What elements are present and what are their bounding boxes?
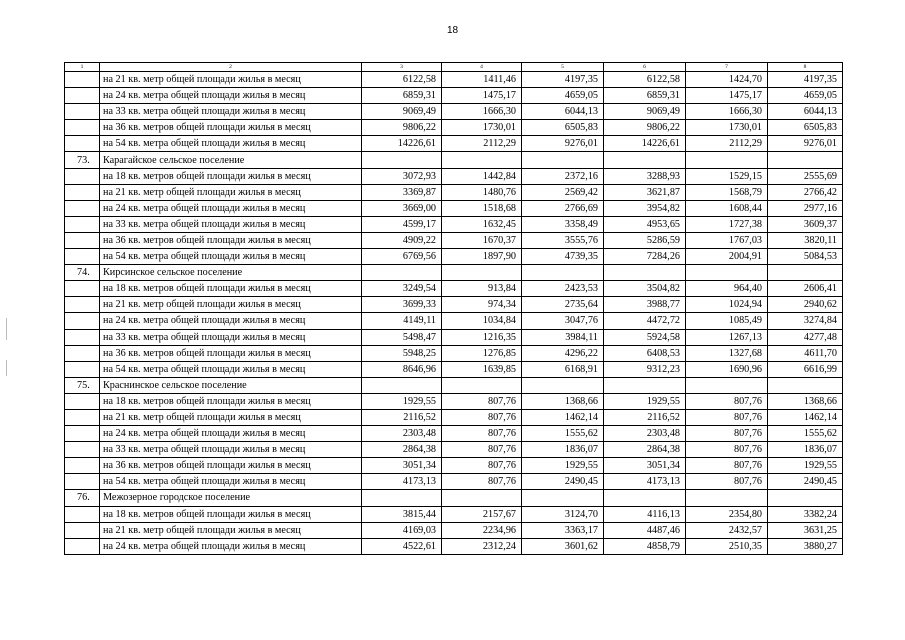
value-cell [442, 377, 522, 393]
table-row [65, 458, 843, 474]
value-cell: 4149,11 [362, 313, 442, 329]
value-cell: 4169,03 [362, 522, 442, 538]
value-cell: 3820,11 [768, 232, 843, 248]
value-cell: 3369,87 [362, 184, 442, 200]
value-cell: 6122,58 [604, 72, 686, 88]
table-row [65, 297, 843, 313]
value-cell [686, 490, 768, 506]
row-number-cell [65, 184, 100, 200]
value-cell: 7284,26 [604, 249, 686, 265]
value-cell: 6505,83 [522, 120, 604, 136]
value-cell: 6505,83 [768, 120, 843, 136]
value-cell: 1608,44 [686, 200, 768, 216]
row-number-cell [65, 216, 100, 232]
value-cell: 1929,55 [768, 458, 843, 474]
value-cell: 3880,27 [768, 538, 843, 554]
area-label-cell: на 18 кв. метров общей площади жилья в месяц [100, 393, 362, 409]
value-cell: 2606,41 [768, 281, 843, 297]
row-number-cell [65, 522, 100, 538]
value-cell: 3051,34 [362, 458, 442, 474]
value-cell: 3669,00 [362, 200, 442, 216]
value-cell: 3954,82 [604, 200, 686, 216]
value-cell: 807,76 [686, 442, 768, 458]
area-label-cell: на 54 кв. метра общей площади жилья в месяц [100, 361, 362, 377]
value-cell: 2940,62 [768, 297, 843, 313]
value-cell: 1632,45 [442, 216, 522, 232]
value-cell: 5948,25 [362, 345, 442, 361]
value-cell: 1475,17 [442, 88, 522, 104]
value-cell: 2766,69 [522, 200, 604, 216]
value-cell: 2423,53 [522, 281, 604, 297]
value-cell: 1666,30 [442, 104, 522, 120]
value-cell: 2569,42 [522, 184, 604, 200]
value-cell: 2303,48 [362, 426, 442, 442]
value-cell: 2234,96 [442, 522, 522, 538]
value-cell: 5084,53 [768, 249, 843, 265]
value-cell: 2116,52 [362, 409, 442, 425]
table-row [65, 249, 843, 265]
row-number-cell [65, 120, 100, 136]
value-cell: 3051,34 [604, 458, 686, 474]
area-label-cell: на 54 кв. метра общей площади жилья в месяц [100, 474, 362, 490]
value-cell [362, 377, 442, 393]
value-cell: 1085,49 [686, 313, 768, 329]
table-row [65, 538, 843, 554]
value-cell: 9806,22 [362, 120, 442, 136]
area-label-cell: на 18 кв. метров общей площади жилья в месяц [100, 168, 362, 184]
area-label-cell: на 21 кв. метр общей площади жилья в месяц [100, 522, 362, 538]
value-cell: 1666,30 [686, 104, 768, 120]
value-cell: 9069,49 [362, 104, 442, 120]
value-cell: 1730,01 [442, 120, 522, 136]
value-cell: 3249,54 [362, 281, 442, 297]
value-cell: 6122,58 [362, 72, 442, 88]
value-cell: 1411,46 [442, 72, 522, 88]
table-row [65, 184, 843, 200]
value-cell: 4659,05 [768, 88, 843, 104]
value-cell: 1639,85 [442, 361, 522, 377]
value-cell: 807,76 [442, 442, 522, 458]
value-cell [686, 152, 768, 168]
value-cell: 4296,22 [522, 345, 604, 361]
value-cell [522, 152, 604, 168]
table-row [65, 216, 843, 232]
value-cell: 964,40 [686, 281, 768, 297]
value-cell: 1216,35 [442, 329, 522, 345]
area-label-cell: на 24 кв. метра общей площади жилья в месяц [100, 313, 362, 329]
area-label-cell: на 36 кв. метров общей площади жилья в месяц [100, 345, 362, 361]
value-cell: 2864,38 [362, 442, 442, 458]
value-cell: 1267,13 [686, 329, 768, 345]
value-cell: 6769,56 [362, 249, 442, 265]
value-cell: 9276,01 [522, 136, 604, 152]
value-cell: 3621,87 [604, 184, 686, 200]
table-row [65, 506, 843, 522]
row-number-cell [65, 249, 100, 265]
value-cell: 9276,01 [768, 136, 843, 152]
value-cell [442, 490, 522, 506]
area-label-cell: на 21 кв. метр общей площади жилья в месяц [100, 409, 362, 425]
value-cell: 3815,44 [362, 506, 442, 522]
value-cell: 1480,76 [442, 184, 522, 200]
area-label-cell: на 36 кв. метров общей площади жилья в месяц [100, 120, 362, 136]
section-row [65, 490, 843, 506]
value-cell: 1670,37 [442, 232, 522, 248]
value-cell: 2312,24 [442, 538, 522, 554]
value-cell: 9312,23 [604, 361, 686, 377]
value-cell: 2303,48 [604, 426, 686, 442]
value-cell: 3047,76 [522, 313, 604, 329]
row-number-cell [65, 426, 100, 442]
area-label-cell: на 24 кв. метра общей площади жилья в месяц [100, 426, 362, 442]
value-cell: 14226,61 [362, 136, 442, 152]
table-row [65, 442, 843, 458]
value-cell: 1836,07 [768, 442, 843, 458]
area-label-cell: на 36 кв. метров общей площади жилья в месяц [100, 232, 362, 248]
value-cell: 2766,42 [768, 184, 843, 200]
value-cell: 3601,62 [522, 538, 604, 554]
value-cell: 3382,24 [768, 506, 843, 522]
table-row [65, 232, 843, 248]
value-cell: 1424,70 [686, 72, 768, 88]
value-cell: 9806,22 [604, 120, 686, 136]
value-cell: 2112,29 [442, 136, 522, 152]
value-cell [768, 377, 843, 393]
row-number-cell [65, 361, 100, 377]
area-label-cell: на 33 кв. метра общей площади жилья в месяц [100, 104, 362, 120]
column-number-row [65, 63, 843, 72]
value-cell: 4173,13 [362, 474, 442, 490]
value-cell: 1897,90 [442, 249, 522, 265]
value-cell: 807,76 [442, 458, 522, 474]
settlement-name-cell: Межозерное городское поселение [100, 490, 362, 506]
value-cell: 6859,31 [362, 88, 442, 104]
value-cell: 2555,69 [768, 168, 843, 184]
row-number-cell [65, 345, 100, 361]
value-cell: 2490,45 [768, 474, 843, 490]
value-cell: 3609,37 [768, 216, 843, 232]
value-cell: 4197,35 [768, 72, 843, 88]
value-cell: 1929,55 [522, 458, 604, 474]
table-row [65, 522, 843, 538]
area-label-cell: на 33 кв. метра общей площади жилья в месяц [100, 216, 362, 232]
column-number-header: 8 [768, 63, 843, 72]
section-row [65, 152, 843, 168]
value-cell [768, 152, 843, 168]
value-cell: 1529,15 [686, 168, 768, 184]
value-cell: 6044,13 [768, 104, 843, 120]
value-cell: 4173,13 [604, 474, 686, 490]
value-cell: 1690,96 [686, 361, 768, 377]
column-number-header: 7 [686, 63, 768, 72]
value-cell [522, 265, 604, 281]
table-row [65, 361, 843, 377]
value-cell [686, 377, 768, 393]
value-cell: 1475,17 [686, 88, 768, 104]
value-cell: 4909,22 [362, 232, 442, 248]
value-cell: 4858,79 [604, 538, 686, 554]
value-cell: 3363,17 [522, 522, 604, 538]
value-cell: 1767,03 [686, 232, 768, 248]
row-number-cell [65, 313, 100, 329]
area-label-cell: на 24 кв. метра общей площади жилья в месяц [100, 88, 362, 104]
row-number-cell [65, 72, 100, 88]
value-cell: 3988,77 [604, 297, 686, 313]
row-number-cell [65, 88, 100, 104]
value-cell: 3358,49 [522, 216, 604, 232]
value-cell: 3274,84 [768, 313, 843, 329]
section-row [65, 377, 843, 393]
value-cell: 4116,13 [604, 506, 686, 522]
area-label-cell: на 54 кв. метра общей площади жилья в месяц [100, 136, 362, 152]
value-cell: 1327,68 [686, 345, 768, 361]
value-cell: 2004,91 [686, 249, 768, 265]
value-cell: 807,76 [442, 426, 522, 442]
value-cell: 2372,16 [522, 168, 604, 184]
value-cell [604, 377, 686, 393]
value-cell: 5286,59 [604, 232, 686, 248]
value-cell: 1929,55 [604, 393, 686, 409]
settlement-name-cell: Краснинское сельское поселение [100, 377, 362, 393]
value-cell: 807,76 [686, 458, 768, 474]
column-number-header: 2 [100, 63, 362, 72]
table-row [65, 72, 843, 88]
row-number-cell [65, 393, 100, 409]
value-cell: 9069,49 [604, 104, 686, 120]
value-cell: 3072,93 [362, 168, 442, 184]
column-number-header: 3 [362, 63, 442, 72]
row-number-cell [65, 136, 100, 152]
row-number-cell: 73. [65, 152, 100, 168]
settlement-name-cell: Кирсинское сельское поселение [100, 265, 362, 281]
area-label-cell: на 24 кв. метра общей площади жилья в месяц [100, 538, 362, 554]
value-cell: 2864,38 [604, 442, 686, 458]
table-row [65, 120, 843, 136]
value-cell: 2112,29 [686, 136, 768, 152]
value-cell: 807,76 [686, 426, 768, 442]
table-row [65, 393, 843, 409]
area-label-cell: на 54 кв. метра общей площади жилья в месяц [100, 249, 362, 265]
value-cell [362, 490, 442, 506]
value-cell: 807,76 [686, 393, 768, 409]
value-cell [768, 265, 843, 281]
page-number: 18 [446, 25, 459, 36]
table-row [65, 200, 843, 216]
row-number-cell: 76. [65, 490, 100, 506]
value-cell: 2157,67 [442, 506, 522, 522]
value-cell [768, 490, 843, 506]
table-body [65, 63, 843, 555]
value-cell: 1518,68 [442, 200, 522, 216]
table-row [65, 474, 843, 490]
value-cell: 2490,45 [522, 474, 604, 490]
row-number-cell [65, 168, 100, 184]
column-number-header: 5 [522, 63, 604, 72]
row-number-cell [65, 458, 100, 474]
value-cell: 4197,35 [522, 72, 604, 88]
value-cell: 14226,61 [604, 136, 686, 152]
row-number-cell [65, 474, 100, 490]
value-cell: 2510,35 [686, 538, 768, 554]
row-number-cell [65, 200, 100, 216]
value-cell: 1727,38 [686, 216, 768, 232]
row-number-cell: 75. [65, 377, 100, 393]
value-cell: 4611,70 [768, 345, 843, 361]
row-number-cell: 74. [65, 265, 100, 281]
value-cell: 2116,52 [604, 409, 686, 425]
table-row [65, 426, 843, 442]
tariff-table [64, 62, 843, 555]
value-cell: 2977,16 [768, 200, 843, 216]
value-cell: 4487,46 [604, 522, 686, 538]
value-cell [604, 152, 686, 168]
value-cell: 1929,55 [362, 393, 442, 409]
value-cell [686, 265, 768, 281]
value-cell [442, 152, 522, 168]
value-cell [522, 490, 604, 506]
value-cell: 1462,14 [522, 409, 604, 425]
area-label-cell: на 33 кв. метра общей площади жилья в месяц [100, 442, 362, 458]
column-number-header: 1 [65, 63, 100, 72]
value-cell: 3555,76 [522, 232, 604, 248]
settlement-name-cell: Карагайское сельское поселение [100, 152, 362, 168]
table-row [65, 88, 843, 104]
value-cell: 807,76 [442, 409, 522, 425]
value-cell: 807,76 [442, 474, 522, 490]
value-cell: 6168,91 [522, 361, 604, 377]
value-cell: 5498,47 [362, 329, 442, 345]
value-cell: 2432,57 [686, 522, 768, 538]
row-number-cell [65, 329, 100, 345]
value-cell [362, 152, 442, 168]
value-cell: 1555,62 [522, 426, 604, 442]
area-label-cell: на 24 кв. метра общей площади жилья в месяц [100, 200, 362, 216]
value-cell: 3288,93 [604, 168, 686, 184]
row-number-cell [65, 442, 100, 458]
value-cell [522, 377, 604, 393]
row-number-cell [65, 104, 100, 120]
scan-margin-mark [6, 360, 7, 376]
value-cell: 6859,31 [604, 88, 686, 104]
row-number-cell [65, 538, 100, 554]
area-label-cell: на 36 кв. метров общей площади жилья в месяц [100, 458, 362, 474]
table-row [65, 409, 843, 425]
value-cell: 6616,99 [768, 361, 843, 377]
area-label-cell: на 33 кв. метра общей площади жилья в месяц [100, 329, 362, 345]
value-cell: 4522,61 [362, 538, 442, 554]
value-cell [604, 490, 686, 506]
value-cell [362, 265, 442, 281]
value-cell: 4277,48 [768, 329, 843, 345]
row-number-cell [65, 409, 100, 425]
value-cell: 1442,84 [442, 168, 522, 184]
value-cell: 1568,79 [686, 184, 768, 200]
value-cell: 1462,14 [768, 409, 843, 425]
column-number-header: 6 [604, 63, 686, 72]
value-cell: 913,84 [442, 281, 522, 297]
value-cell [604, 265, 686, 281]
value-cell: 4472,72 [604, 313, 686, 329]
column-number-header: 4 [442, 63, 522, 72]
table-row [65, 313, 843, 329]
value-cell: 4599,17 [362, 216, 442, 232]
value-cell: 1730,01 [686, 120, 768, 136]
value-cell: 5924,58 [604, 329, 686, 345]
value-cell: 8646,96 [362, 361, 442, 377]
value-cell: 6408,53 [604, 345, 686, 361]
area-label-cell: на 21 кв. метр общей площади жилья в месяц [100, 297, 362, 313]
area-label-cell: на 21 кв. метр общей площади жилья в месяц [100, 72, 362, 88]
value-cell: 1034,84 [442, 313, 522, 329]
table-row [65, 345, 843, 361]
value-cell: 1368,66 [768, 393, 843, 409]
value-cell: 2354,80 [686, 506, 768, 522]
value-cell: 3631,25 [768, 522, 843, 538]
value-cell: 1368,66 [522, 393, 604, 409]
value-cell: 807,76 [442, 393, 522, 409]
area-label-cell: на 21 кв. метр общей площади жилья в месяц [100, 184, 362, 200]
scan-margin-mark [6, 318, 7, 340]
value-cell: 4739,35 [522, 249, 604, 265]
table-row [65, 104, 843, 120]
value-cell: 4953,65 [604, 216, 686, 232]
row-number-cell [65, 297, 100, 313]
value-cell: 1555,62 [768, 426, 843, 442]
section-row [65, 265, 843, 281]
value-cell: 6044,13 [522, 104, 604, 120]
row-number-cell [65, 232, 100, 248]
row-number-cell [65, 506, 100, 522]
value-cell: 1024,94 [686, 297, 768, 313]
table-row [65, 136, 843, 152]
value-cell: 974,34 [442, 297, 522, 313]
value-cell: 3124,70 [522, 506, 604, 522]
area-label-cell: на 18 кв. метров общей площади жилья в месяц [100, 281, 362, 297]
table-row [65, 168, 843, 184]
value-cell: 807,76 [686, 409, 768, 425]
value-cell: 2735,64 [522, 297, 604, 313]
value-cell: 4659,05 [522, 88, 604, 104]
value-cell: 3504,82 [604, 281, 686, 297]
table-row [65, 281, 843, 297]
area-label-cell: на 18 кв. метров общей площади жилья в месяц [100, 506, 362, 522]
table-row [65, 329, 843, 345]
value-cell: 1836,07 [522, 442, 604, 458]
row-number-cell [65, 281, 100, 297]
value-cell [442, 265, 522, 281]
value-cell: 3984,11 [522, 329, 604, 345]
value-cell: 807,76 [686, 474, 768, 490]
value-cell: 3699,33 [362, 297, 442, 313]
value-cell: 1276,85 [442, 345, 522, 361]
